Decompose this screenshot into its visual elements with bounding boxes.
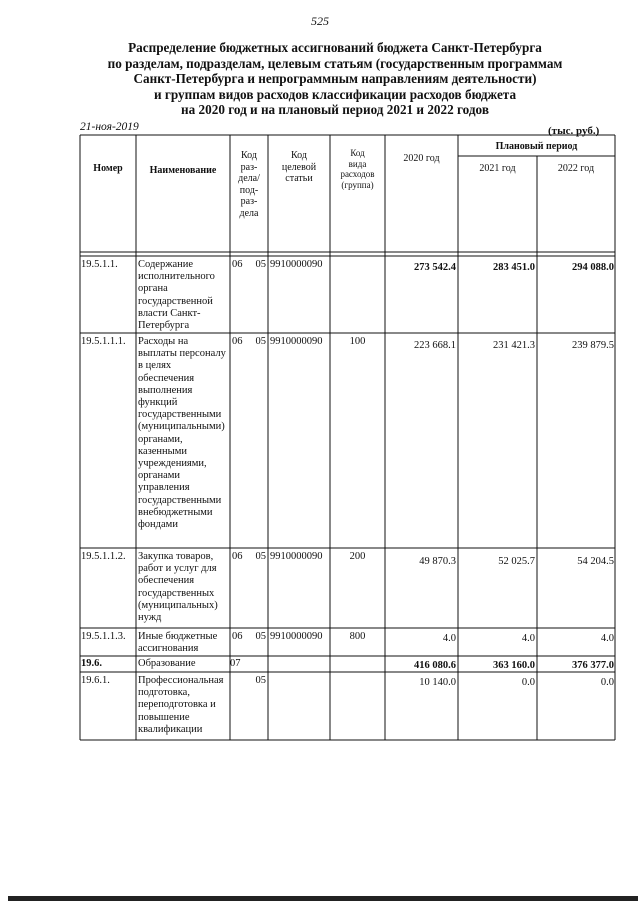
- title-line: Распределение бюджетных ассигнований бюджета Санкт-Петербурга: [128, 40, 542, 55]
- row-subsection: 05: [255, 259, 266, 270]
- row-number: 19.5.1.1.: [81, 259, 118, 270]
- row-2020: 273 542.4: [414, 262, 456, 273]
- row-2021: 0.0: [521, 677, 535, 688]
- row-2020: 416 080.6: [414, 660, 456, 671]
- row-subsection: 05: [255, 551, 266, 562]
- document-date: 21-ноя-2019: [80, 121, 139, 133]
- row-expense: 800: [349, 631, 366, 642]
- row-number: 19.6.1.: [81, 675, 110, 686]
- header-number: Номер: [93, 163, 123, 174]
- scan-edge-bar: [8, 896, 638, 901]
- row-name: Образование: [138, 658, 196, 669]
- row-2021: 4.0: [521, 633, 535, 644]
- row-target: 9910000090: [270, 551, 323, 562]
- row-name: Содержание исполнительного органа государственной власти Санкт-Петербурга: [138, 259, 215, 332]
- row-number: 19.5.1.1.2.: [81, 551, 126, 562]
- row-name: Расходы на выплаты персоналу в целях обеспечения выполнения функций государственными (муниципальными) органами, казенными учреждениями, органами управления государственными внебюджетными фондами: [138, 336, 226, 531]
- document-title: [100, 40, 570, 118]
- row-target: 9910000090: [270, 259, 323, 270]
- row-section: 06: [232, 336, 243, 347]
- row-2021: 231 421.3: [493, 340, 535, 351]
- row-2022: 376 377.0: [572, 660, 614, 671]
- row-section: 06: [232, 551, 243, 562]
- title-line: Санкт-Петербурга и непрограммным направлениям деятельности): [133, 71, 537, 86]
- header-2021: 2021 год: [479, 163, 516, 174]
- row-2022: 239 879.5: [572, 340, 614, 351]
- header-name: Наименование: [149, 165, 217, 176]
- row-expense: 100: [349, 336, 366, 347]
- page-number: 525: [311, 14, 329, 28]
- row-subsection: 05: [255, 675, 266, 686]
- row-2020: 10 140.0: [419, 677, 456, 688]
- title-line: по разделам, подразделам, целевым статьям (государственным программам: [107, 55, 563, 71]
- row-expense: 200: [349, 551, 366, 562]
- row-number: 19.5.1.1.1.: [81, 336, 126, 347]
- header-expense-code: Код вида расходов (группа): [340, 148, 375, 190]
- row-2022: 54 204.5: [577, 556, 614, 567]
- row-target: 9910000090: [270, 631, 323, 642]
- row-subsection: 05: [255, 336, 266, 347]
- row-2022: 0.0: [600, 677, 614, 688]
- row-number: 19.6.: [81, 658, 102, 669]
- row-2022: 294 088.0: [572, 262, 614, 273]
- row-2021: 52 025.7: [498, 556, 535, 567]
- row-section: 06: [232, 259, 243, 270]
- header-section-code: Код раз- дела/ под- раз- дела: [238, 150, 260, 219]
- row-2022: 4.0: [600, 633, 614, 644]
- row-name: Профессиональная подготовка, переподготовка и повышение квалификации: [138, 675, 224, 735]
- row-2020: 49 870.3: [419, 556, 456, 567]
- title-line: на 2020 год и на плановый период 2021 и 2022 годов: [181, 102, 489, 117]
- header-2020: 2020 год: [403, 153, 440, 164]
- header-2022: 2022 год: [557, 163, 595, 174]
- row-name: Иные бюджетные ассигнования: [138, 631, 218, 655]
- row-name: Закупка товаров, работ и услуг для обеспечения государственных (муниципальных) нужд: [138, 551, 218, 624]
- row-2021: 363 160.0: [493, 660, 535, 671]
- row-2021: 283 451.0: [493, 262, 535, 273]
- header-target-code: Код целевой статьи: [281, 150, 317, 184]
- row-section: 06: [232, 631, 243, 642]
- row-2020: 4.0: [442, 633, 456, 644]
- row-target: 9910000090: [270, 336, 323, 347]
- title-line: и группам видов расходов классификации расходов бюджета: [153, 86, 517, 102]
- units-label: (тыс. руб.): [548, 125, 600, 137]
- row-subsection: 05: [255, 631, 266, 642]
- row-2020: 223 668.1: [414, 340, 456, 351]
- row-section: 07: [230, 658, 241, 669]
- header-planned-period: Плановый период: [495, 141, 578, 152]
- row-number: 19.5.1.1.3.: [81, 631, 126, 642]
